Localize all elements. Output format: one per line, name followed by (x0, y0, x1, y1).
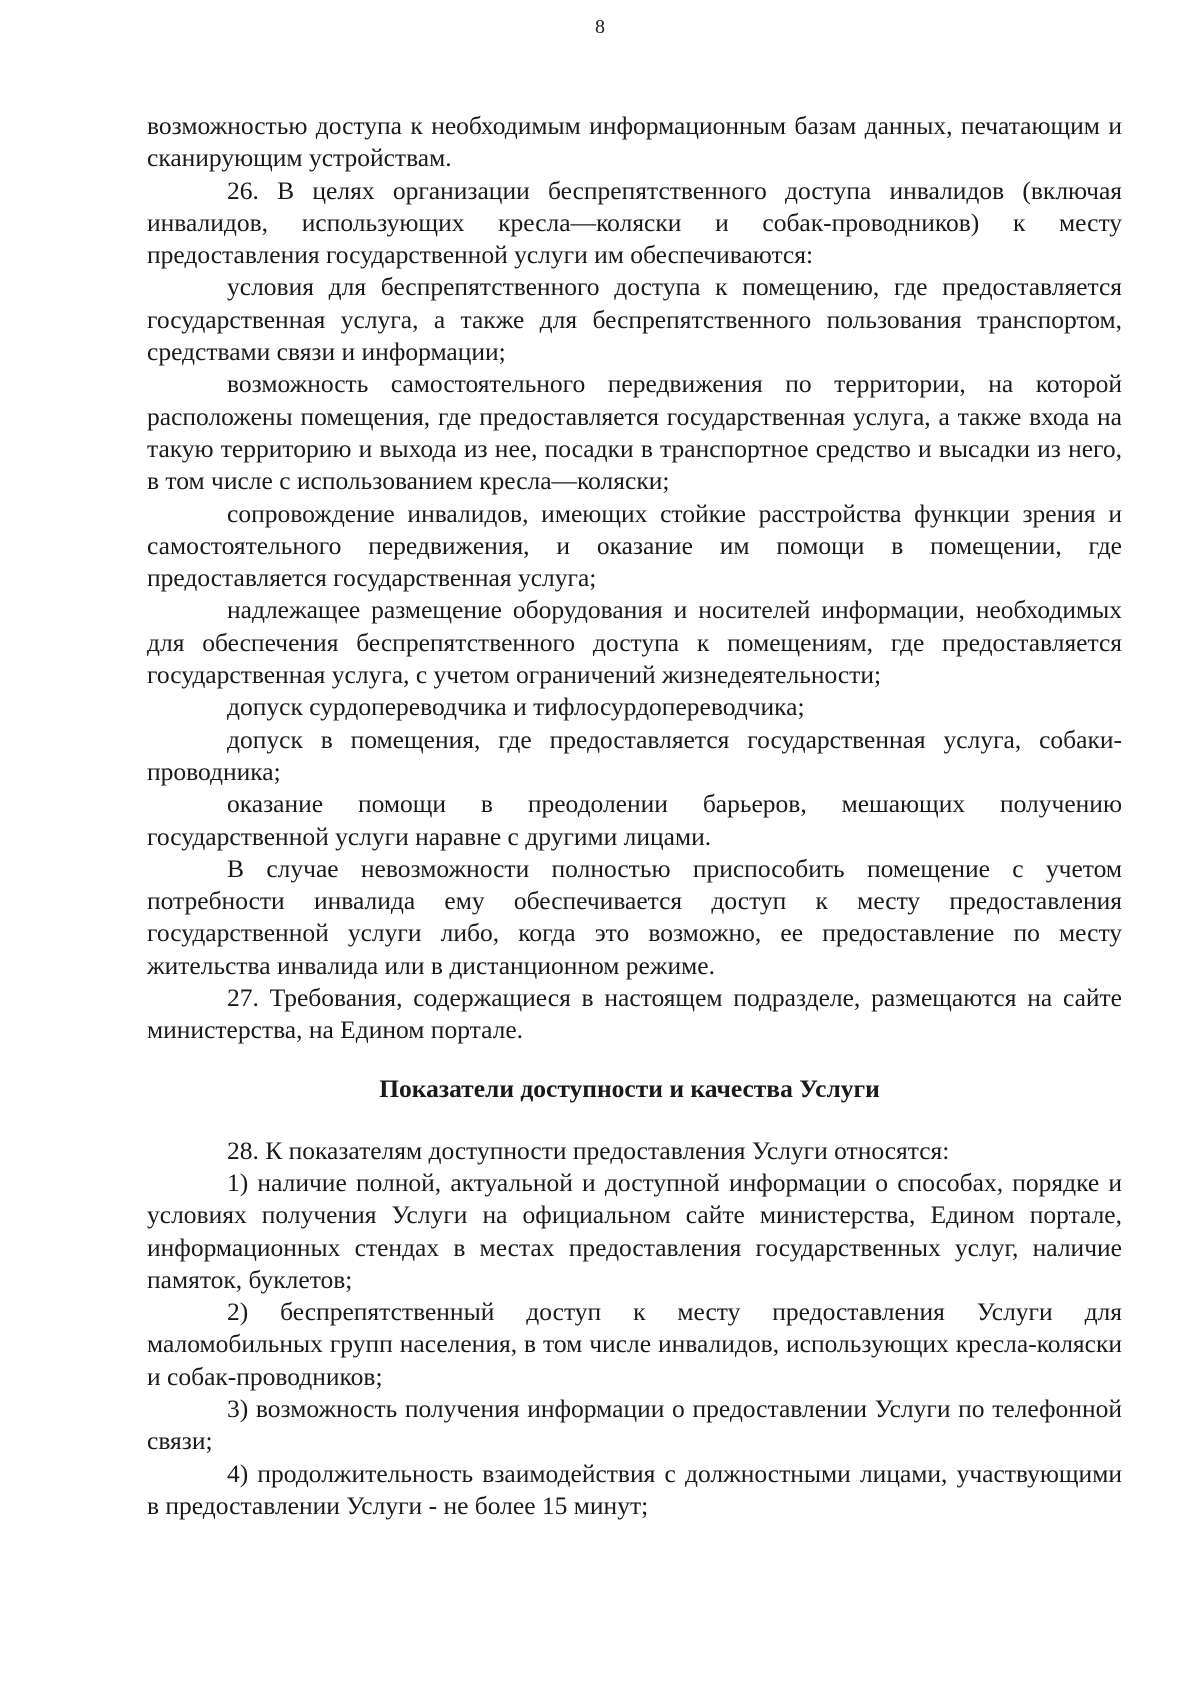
paragraph: возможность самостоятельного передвижения по территории, на которой расположены помещения, где предоставляется государственная услуга, а также входа на такую территорию и выхода из нее, посадки в транспортное средство и высадки из него, в том числе с использованием кресла—коляски; (147, 369, 1122, 496)
paragraphs-bottom (147, 1135, 1122, 1523)
paragraph: 28. К показателям доступности предоставления Услуги относятся: (227, 1135, 950, 1165)
section-heading: Показатели доступности и качества Услуги (379, 1073, 880, 1103)
paragraph: допуск в помещения, где предоставляется государственная услуга, собаки- проводника; (147, 724, 1122, 786)
paragraph: 3) возможность получения информации о предоставлении Услуги по телефонной связи; (147, 1393, 1122, 1456)
paragraph: 2) беспрепятственный доступ к месту предоставления Услуги для маломобильных групп населения, в том числе инвалидов, использующих кресла-коляски и собак-проводников; (147, 1297, 1122, 1391)
paragraph: 4) продолжительность взаимодействия с должностными лицами, участвующими в предоставлении Услуги - не более 15 минут; (147, 1458, 1122, 1520)
paragraph: допуск сурдопереводчика и тифлосурдопереводчика; (227, 692, 805, 722)
paragraph: оказание помощи в преодолении барьеров, мешающих получению государственной услуги наравне с другими лицами. (147, 789, 1122, 851)
paragraph: условия для беспрепятственного доступа к помещению, где предоставляется государственная услуга, а также для беспрепятственного пользования транспортом, средствами связи и информации; (147, 272, 1122, 367)
page-number: 8 (595, 16, 605, 38)
paragraph: 27. Требования, содержащиеся в настоящем подразделе, размещаются на сайте министерства, на Едином портале. (147, 983, 1122, 1045)
paragraph: 1) наличие полной, актуальной и доступной информации о способах, порядке и условиях получения Услуги на официальном сайте министерства, Едином портале, информационных стендах в местах предоставления государственных услуг, наличие памяток, буклетов; (147, 1167, 1122, 1294)
paragraph: сопровождение инвалидов, имеющих стойкие расстройства функции зрения и самостоятельного передвижения, и оказание им помощи в помещении, где предоставляется государственная услуга; (147, 498, 1122, 593)
document-body (147, 110, 1122, 1522)
paragraph: В случае невозможности полностью приспособить помещение с учетом потребности инвалида ему обеспечивается доступ к месту предоставления государственной услуги либо, когда это возможно, ее предоставление по месту жительства инвалида или в дистанционном режиме. (147, 853, 1122, 980)
paragraph: надлежащее размещение оборудования и носителей информации, необходимых для обеспечения беспрепятственного доступа к помещениям, где предоставляется государственная услуга, с учетом ограничений жизнедеятельности; (147, 595, 1122, 690)
paragraphs-top (147, 110, 1122, 1047)
paragraph: возможностью доступа к необходимым информационным базам данных, печатающим и сканирующим устройствам. (147, 111, 1122, 173)
paragraph: 26. В целях организации беспрепятственного доступа инвалидов (включая инвалидов, использующих кресла—коляски и собак-проводников) к месту предоставления государственной услуги им обеспечиваются: (147, 175, 1122, 270)
